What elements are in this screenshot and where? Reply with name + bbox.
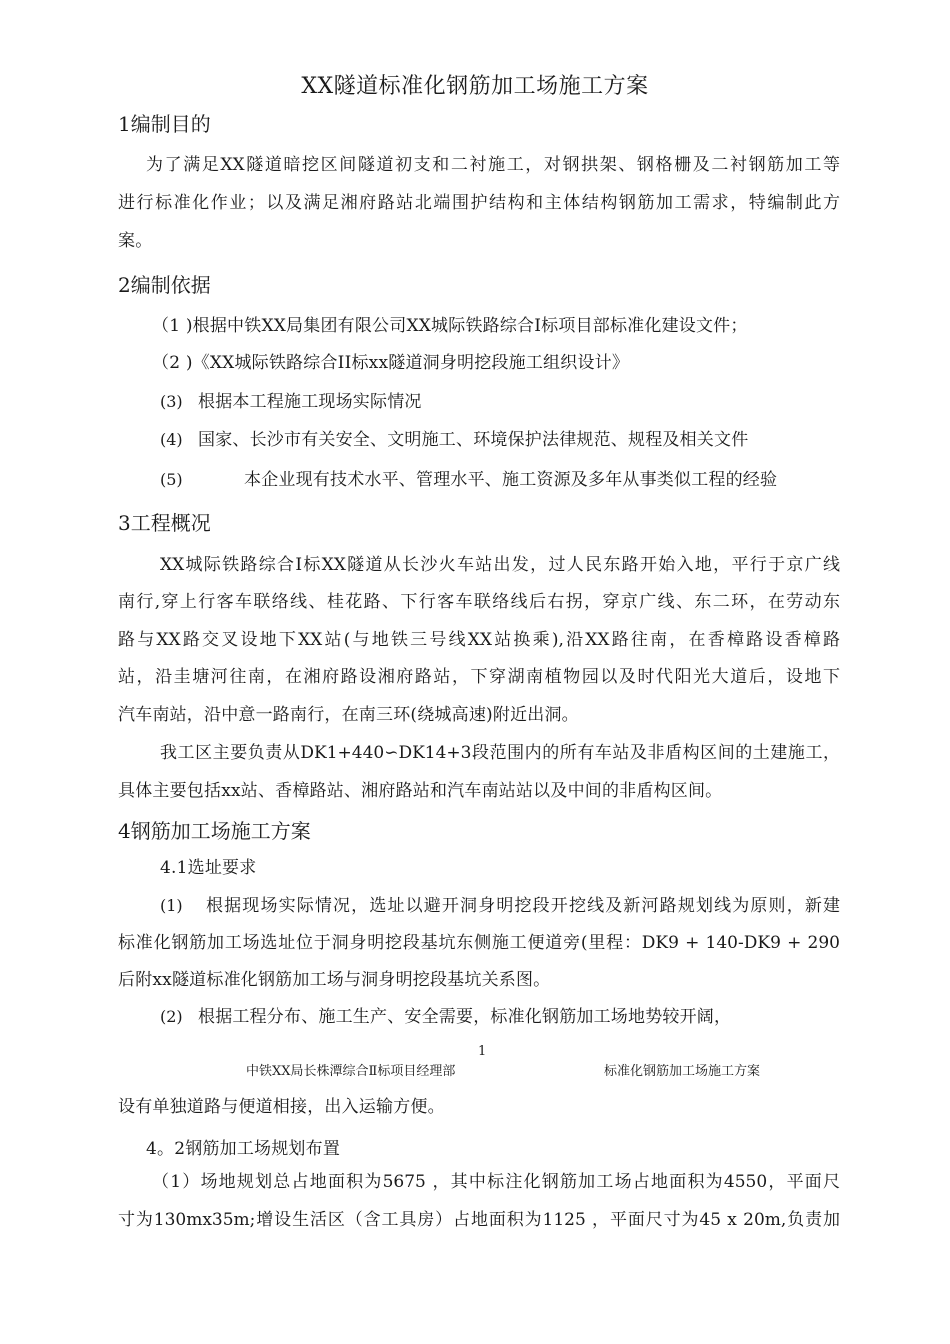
list-item-number: (5)	[160, 470, 183, 489]
list-item-number: (1)	[160, 896, 183, 915]
paragraph-line: 具体主要包括xx站、香樟路站、湘府路站和汽车南站站以及中间的非盾构区间。	[118, 781, 723, 801]
paragraph-line: 汽车南站，沿中意一路南行，在南三环(绕城高速)附近出洞。	[118, 705, 579, 725]
paragraph-line: 路与XX路交叉设地下XX站(与地铁三号线XX站换乘),沿XX路往南，在香樟路设香樟路	[118, 630, 840, 650]
list-item: （1 )根据中铁XX局集团有限公司XX城际铁路综合I标项目部标准化建设文件；	[152, 316, 748, 336]
list-item: 根据本工程施工现场实际情况	[198, 392, 422, 412]
subsection-heading: 4。2钢筋加工场规划布置	[146, 1139, 341, 1159]
subsection-heading: 4.1选址要求	[160, 858, 257, 878]
list-item: （2 )《XX城际铁路综合II标xx隧道洞身明挖段施工组织设计》	[152, 353, 630, 373]
footer-right-text: 标准化钢筋加工场施工方案	[604, 1064, 761, 1079]
paragraph-line: 南行,穿上行客车联络线、桂花路、下行客车联络线后右拐，穿京广线、东二环，在劳动东	[118, 592, 840, 612]
paragraph-line: 站，沿圭塘河往南，在湘府路设湘府路站，下穿湖南植物园以及时代阳光大道后，设地下	[118, 667, 840, 687]
page-number: 1	[478, 1044, 487, 1059]
list-item-number: (2)	[160, 1007, 183, 1026]
paragraph-line: 标准化钢筋加工场选址位于洞身明挖段基坑东侧施工便道旁(里程：DK9 + 140-DK9 + 290	[118, 933, 840, 953]
section-2-heading: 2编制依据	[118, 273, 211, 297]
footer-left-text: 中铁XX局长株潭综合Ⅱ标项目经理部	[246, 1064, 456, 1079]
section-1-heading: 1编制目的	[118, 112, 211, 136]
paragraph-line: 后附xx隧道标准化钢筋加工场与洞身明挖段基坑关系图。	[118, 970, 551, 990]
section-3-heading: 3工程概况	[118, 511, 211, 535]
list-item: 国家、长沙市有关安全、文明施工、环境保护法律规范、规程及相关文件	[198, 430, 749, 450]
paragraph-line: 设有单独道路与便道相接，出入运输方便。	[118, 1097, 445, 1117]
page-title: XX隧道标准化钢筋加工场施工方案	[301, 74, 649, 99]
paragraph-line: 寸为130mx35m;增设生活区（含工具房）占地面积为1125 ，平面尺寸为45 x 20m,负责加	[118, 1210, 840, 1230]
section-4-heading: 4钢筋加工场施工方案	[118, 819, 311, 843]
paragraph-line: 根据现场实际情况，选址以避开洞身明挖段开挖线及新河路规划线为原则，新建	[206, 896, 840, 916]
paragraph-line: 进行标准化作业；以及满足湘府路站北端围护结构和主体结构钢筋加工需求，特编制此方	[118, 193, 840, 213]
paragraph-line: 我工区主要负责从DK1+440∽DK14+3段范围内的所有车站及非盾构区间的土建施工，	[160, 743, 840, 763]
paragraph-line: XX城际铁路综合I标XX隧道从长沙火车站出发，过人民东路开始入地，平行于京广线	[160, 555, 840, 575]
list-item-number: (4)	[160, 430, 183, 449]
paragraph-line: 为了满足XX隧道暗挖区间隧道初支和二衬施工，对钢拱架、钢格栅及二衬钢筋加工等	[146, 155, 840, 175]
paragraph-line: （1）场地规划总占地面积为5675 ，其中标注化钢筋加工场占地面积为4550，平面尺	[152, 1172, 840, 1192]
paragraph-line: 根据工程分布、施工生产、安全需要，标准化钢筋加工场地势较开阔，	[198, 1007, 732, 1027]
list-item-number: (3)	[160, 392, 183, 411]
paragraph-line: 案。	[118, 231, 153, 251]
list-item: 本企业现有技术水平、管理水平、施工资源及多年从事类似工程的经验	[244, 470, 778, 490]
